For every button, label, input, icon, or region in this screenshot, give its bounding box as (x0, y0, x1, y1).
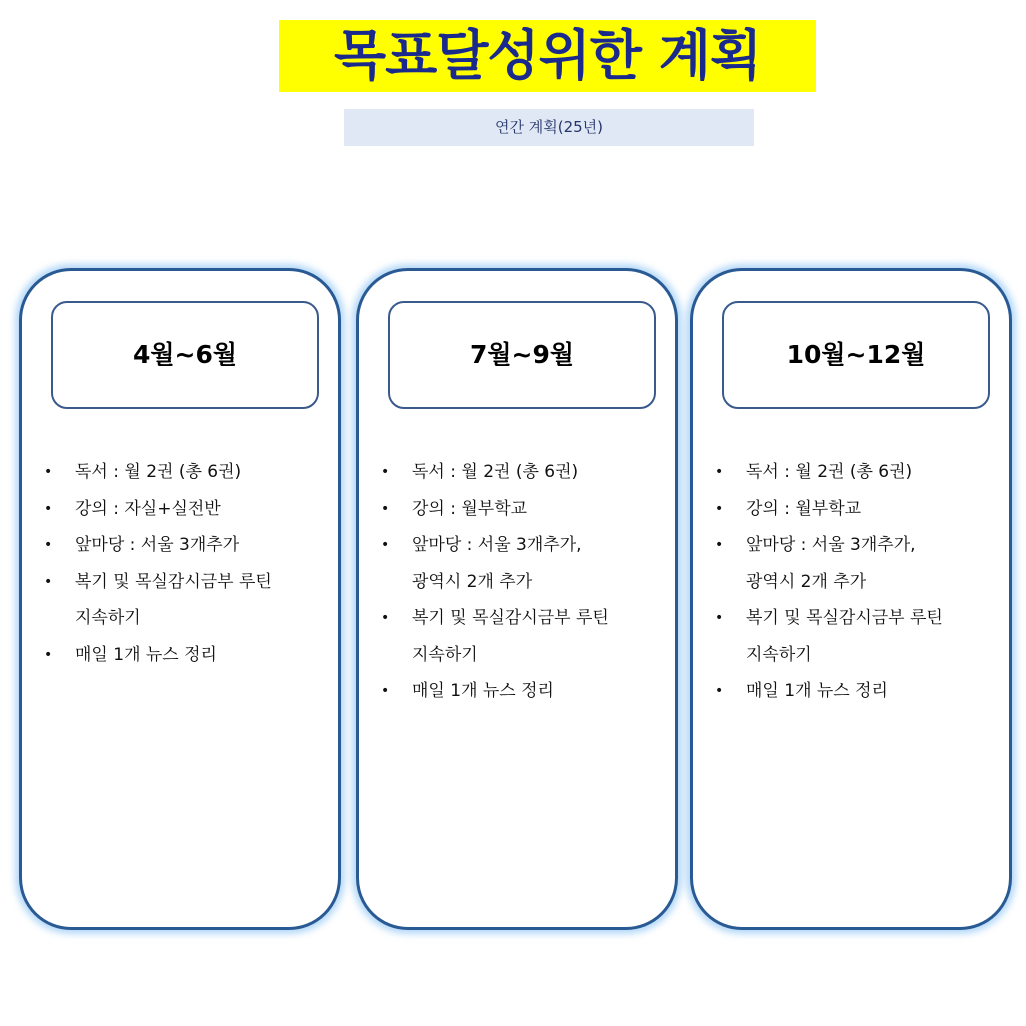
plan-item-area (40, 527, 330, 564)
bullet-icon: • (715, 610, 724, 626)
plan-item-lecture (711, 491, 1001, 528)
plan-item-text-cont: 광역시 2개 추가 (746, 571, 867, 592)
bullet-icon: • (381, 464, 390, 480)
plan-item-routine (711, 600, 1001, 673)
period-box (388, 301, 656, 409)
plan-item-text: 매일 1개 뉴스 정리 (412, 681, 554, 701)
bullet-icon: • (715, 500, 724, 517)
plan-item-text: 앞마당 : 서울 3개추가 (75, 535, 240, 555)
plan-item-lecture (377, 491, 667, 528)
period-label: 4월~6월 (132, 340, 238, 369)
plan-item-text-cont: 지속하기 (75, 608, 141, 628)
plan-item-text-cont: 광역시 2개 추가 (412, 571, 533, 592)
plan-list (40, 454, 330, 673)
plan-item-reading (377, 454, 667, 491)
plan-item-area (377, 527, 667, 600)
bullet-icon: • (715, 464, 724, 480)
plan-item-news (711, 673, 1001, 710)
plan-item-text: 강의 : 월부학교 (412, 498, 528, 519)
plan-item-text: 강의 : 자실+실전반 (75, 498, 221, 519)
plan-item-text: 매일 1개 뉴스 정리 (75, 644, 217, 665)
bullet-icon: • (44, 573, 53, 590)
plan-item-routine (40, 564, 330, 637)
bullet-icon: • (715, 537, 724, 553)
period-label: 10월~12월 (786, 340, 926, 369)
page-subtitle: 연간 계획(25년) (344, 109, 754, 146)
plan-item-text: 앞마당 : 서울 3개추가, (412, 535, 582, 555)
plan-item-reading (40, 454, 330, 491)
page-title: 목표달성위한 계획 (333, 24, 762, 87)
bullet-icon: • (381, 683, 390, 699)
bullet-icon: • (381, 500, 390, 517)
quarter-card-q4 (690, 268, 1012, 930)
plan-list (377, 454, 667, 710)
plan-item-text: 독서 : 월 2권 (총 6권) (746, 462, 913, 482)
bullet-icon: • (44, 537, 53, 553)
period-label: 7월~9월 (469, 340, 575, 369)
plan-item-text: 독서 : 월 2권 (총 6권) (75, 462, 242, 482)
plan-item-text: 독서 : 월 2권 (총 6권) (412, 462, 579, 482)
plan-item-text: 복기 및 목실감시금부 루틴 (412, 608, 609, 628)
plan-item-lecture (40, 491, 330, 528)
plan-item-routine (377, 600, 667, 673)
quarter-card-q2 (19, 268, 341, 930)
plan-item-text: 매일 1개 뉴스 정리 (746, 681, 888, 701)
bullet-icon: • (44, 500, 53, 517)
title-highlight (279, 20, 816, 92)
plan-item-text: 복기 및 목실감시금부 루틴 (746, 608, 943, 628)
plan-item-news (40, 637, 330, 674)
plan-item-text-cont: 지속하기 (746, 644, 812, 665)
plan-item-text: 앞마당 : 서울 3개추가, (746, 535, 916, 555)
bullet-icon: • (44, 464, 53, 480)
plan-item-area (711, 527, 1001, 600)
bullet-icon: • (381, 610, 390, 626)
quarter-card-q3 (356, 268, 678, 930)
plan-item-text-cont: 지속하기 (412, 644, 478, 665)
plan-item-text: 복기 및 목실감시금부 루틴 (75, 571, 272, 592)
plan-list (711, 454, 1001, 710)
bullet-icon: • (44, 646, 53, 663)
period-box (51, 301, 319, 409)
plan-item-reading (711, 454, 1001, 491)
plan-item-news (377, 673, 667, 710)
period-box (722, 301, 990, 409)
bullet-icon: • (381, 537, 390, 553)
bullet-icon: • (715, 683, 724, 699)
plan-item-text: 강의 : 월부학교 (746, 498, 862, 519)
